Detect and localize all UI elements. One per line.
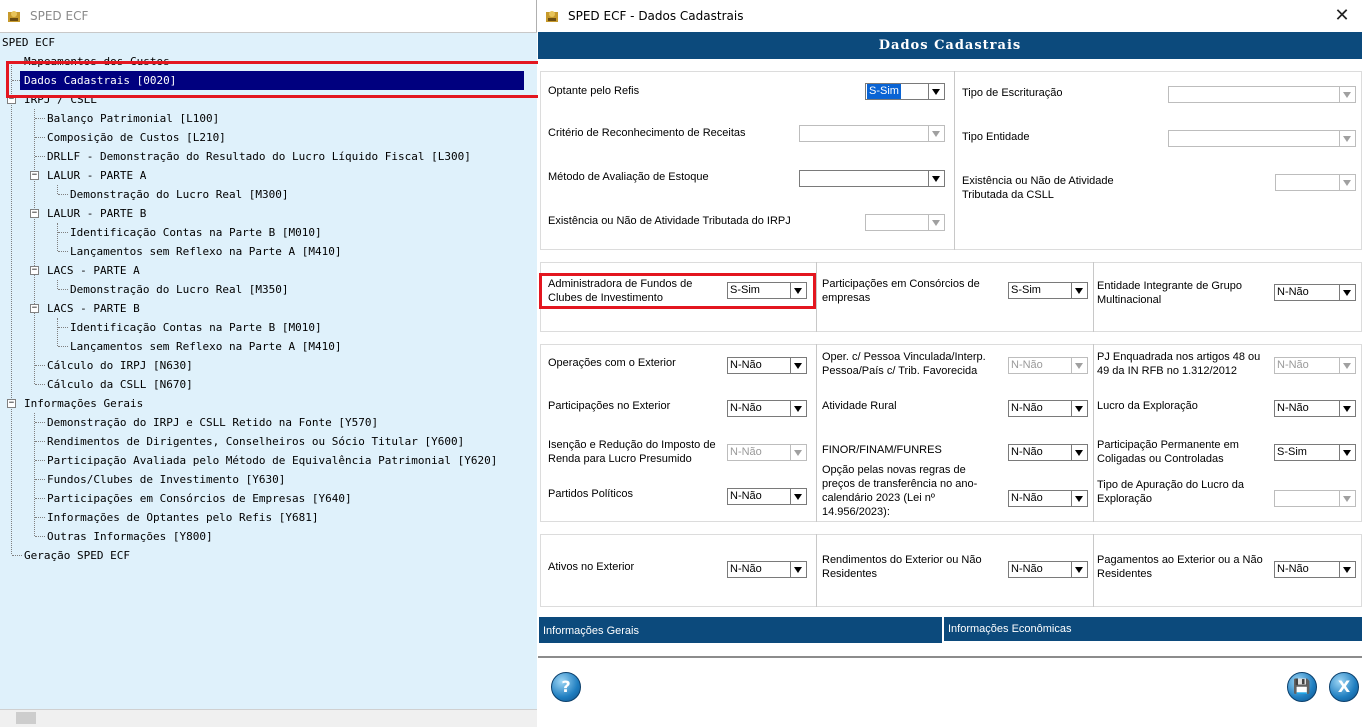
chevron-down-icon[interactable] (1071, 283, 1087, 298)
chevron-down-icon[interactable] (928, 171, 944, 186)
label-partidos-politicos: Partidos Políticos (548, 488, 633, 500)
ativos-exterior-select[interactable]: N-Não (727, 561, 807, 578)
collapse-toggle-icon[interactable]: − (31, 265, 38, 275)
save-button[interactable]: 💾 (1287, 672, 1317, 702)
label-atividade-rural: Atividade Rural (822, 400, 897, 412)
tree-node-y630[interactable]: Fundos/Clubes de Investimento [Y630] (47, 473, 286, 486)
chevron-down-icon[interactable] (790, 401, 806, 416)
tree-connector (58, 346, 68, 347)
chevron-down-icon[interactable] (1071, 358, 1087, 373)
label-optante-refis: Optante pelo Refis (548, 85, 640, 97)
tree-node-m010-lalur[interactable]: Identificação Contas na Parte B [M010] (70, 226, 322, 239)
section-divider (954, 71, 955, 250)
tree-node-m410-lalur[interactable]: Lançamentos sem Reflexo na Parte A [M410] (70, 245, 342, 258)
form-body (538, 59, 1362, 659)
tree-node-l100[interactable]: Balanço Patrimonial [L100] (47, 112, 220, 125)
tree-connector (58, 232, 68, 233)
tipo-escrituracao-select[interactable] (1168, 86, 1356, 103)
partidos-politicos-select[interactable]: N-Não (727, 488, 807, 505)
tree-connector (35, 137, 45, 138)
label-participacoes-exterior: Participações no Exterior (548, 400, 671, 412)
label-tipo-apuracao: Tipo de Apuração do Lucro da Exploração (1097, 479, 1244, 505)
tab-informacoes-gerais[interactable]: Informações Gerais (539, 617, 942, 643)
tree-connector (35, 441, 45, 442)
collapse-toggle-icon[interactable]: − (8, 94, 15, 104)
label-precos-transferencia: Opção pelas novas regras de preços de transferência no ano-calendário 2023 (Lei nº 14.956/2023): (822, 464, 978, 518)
criterio-receitas-select[interactable] (799, 125, 945, 142)
chevron-down-icon[interactable] (1339, 175, 1355, 190)
tree-node-y620[interactable]: Participação Avaliada pelo Método de Equivalência Patrimonial [Y620] (47, 454, 498, 467)
dados-cadastrais-window (538, 0, 1362, 726)
operacoes-exterior-select[interactable]: N-Não (727, 357, 807, 374)
tree-connector (35, 384, 45, 385)
tree-connector (57, 280, 58, 289)
tree-connector (57, 318, 58, 346)
horizontal-scrollbar[interactable] (0, 709, 537, 727)
close-icon[interactable]: ✕ (1334, 5, 1350, 26)
label-ativos-exterior: Ativos no Exterior (548, 561, 635, 573)
label-atividade-irpj: Existência ou Não de Atividade Tributada do IRPJ (548, 215, 791, 227)
tree-node-n670[interactable]: Cálculo da CSLL [N670] (47, 378, 193, 391)
tree-node-root[interactable]: SPED ECF (2, 36, 55, 49)
label-rendimentos-exterior: Rendimentos do Exterior ou Não Residentes (822, 554, 982, 580)
chevron-down-icon[interactable] (1339, 562, 1355, 577)
label-pagamentos-exterior: Pagamentos ao Exterior ou a Não Residentes (1097, 554, 1263, 580)
tree-node-lacs-a[interactable]: LACS - PARTE A (47, 264, 140, 277)
atividade-csll-select[interactable] (1275, 174, 1356, 191)
tree-node-n630[interactable]: Cálculo do IRPJ [N630] (47, 359, 193, 372)
tree-connector (58, 289, 68, 290)
form-window-titlebar (538, 0, 1362, 32)
tree-node-irpj-csll[interactable]: IRPJ / CSLL (24, 93, 97, 106)
tree-connector (35, 460, 45, 461)
label-pessoa-vinculada: Oper. c/ Pessoa Vinculada/Interp. Pessoa/País c/ Trib. Favorecida (822, 351, 986, 377)
tipo-entidade-select[interactable] (1168, 130, 1356, 147)
label-metodo-estoque: Método de Avaliação de Estoque (548, 171, 709, 183)
pj-enquadrada-select[interactable]: N-Não (1274, 357, 1356, 374)
tree-connector (35, 365, 45, 366)
chevron-down-icon[interactable] (790, 562, 806, 577)
rendimentos-exterior-select[interactable]: N-Não (1008, 561, 1088, 578)
tree-connector (58, 327, 68, 328)
tree-connector (34, 109, 35, 384)
label-participacoes-consorcios: Participações em Consórcios de empresas (822, 278, 980, 304)
tree-node-y600[interactable]: Rendimentos de Dirigentes, Conselheiros ou Sócio Titular [Y600] (47, 435, 465, 448)
administradora-fundos-select[interactable]: S-Sim (727, 282, 807, 299)
precos-transferencia-select[interactable]: N-Não (1008, 490, 1088, 507)
tree-connector (35, 536, 45, 537)
tree-node-m010-lacs[interactable]: Identificação Contas na Parte B [M010] (70, 321, 322, 334)
label-participacao-permanente: Participação Permanente em Coligadas ou Controladas (1097, 439, 1239, 465)
chevron-down-icon[interactable] (1071, 401, 1087, 416)
tree-node-lacs-b[interactable]: LACS - PARTE B (47, 302, 140, 315)
tree-window-titlebar (0, 0, 536, 32)
chevron-down-icon[interactable] (790, 358, 806, 373)
form-banner: Dados Cadastrais (538, 32, 1362, 59)
chevron-down-icon[interactable] (1339, 491, 1355, 506)
tree-window-title: SPED ECF (30, 9, 89, 23)
participacao-permanente-select[interactable]: S-Sim (1274, 444, 1356, 461)
app-icon (6, 8, 22, 24)
collapse-toggle-icon[interactable]: − (31, 170, 38, 180)
chevron-down-icon[interactable] (790, 283, 806, 298)
label-isencao-reducao: Isenção e Redução do Imposto de Renda para Lucro Presumido (548, 439, 716, 465)
chevron-down-icon[interactable] (928, 215, 944, 230)
chevron-down-icon[interactable] (1339, 401, 1355, 416)
tree-connector (12, 555, 22, 556)
chevron-down-icon[interactable] (790, 489, 806, 504)
section-divider (816, 344, 817, 522)
section-divider (1093, 534, 1094, 607)
tree-connector (58, 194, 68, 195)
label-criterio-receitas: Critério de Reconhecimento de Receitas (548, 127, 746, 139)
section-divider (1093, 344, 1094, 522)
label-grupo-multinacional: Entidade Integrante de Grupo Multinacional (1097, 280, 1242, 306)
section-divider (816, 534, 817, 607)
pagamentos-exterior-select[interactable]: N-Não (1274, 561, 1356, 578)
tree-node-l210[interactable]: Composição de Custos [L210] (47, 131, 226, 144)
label-operacoes-exterior: Operações com o Exterior (548, 357, 676, 369)
tab-informacoes-economicas[interactable]: Informações Econômicas (944, 617, 1362, 641)
footer-divider (538, 656, 1362, 658)
atividade-irpj-select[interactable] (865, 214, 945, 231)
tree-node-m300[interactable]: Demonstração do Lucro Real [M300] (70, 188, 289, 201)
tree-connector (35, 479, 45, 480)
chevron-down-icon[interactable] (1339, 87, 1355, 102)
collapse-toggle-icon[interactable]: − (31, 208, 38, 218)
tree-connector (57, 185, 58, 194)
app-icon (544, 8, 560, 24)
tree-connector (57, 223, 58, 251)
participacoes-consorcios-select[interactable]: S-Sim (1008, 282, 1088, 299)
tree-connector (35, 118, 45, 119)
tree-node-l300[interactable]: DRLLF - Demonstração do Resultado do Lucro Líquido Fiscal [L300] (47, 150, 471, 163)
chevron-down-icon[interactable] (1071, 491, 1087, 506)
tree-node-dados-cadastrais[interactable]: Dados Cadastrais [0020] (20, 71, 524, 90)
tree-node-m350[interactable]: Demonstração do Lucro Real [M350] (70, 283, 289, 296)
tree-node-y681[interactable]: Informações de Optantes pelo Refis [Y681] (47, 511, 319, 524)
tree-node-y640[interactable]: Participações em Consórcios de Empresas [Y640] (47, 492, 352, 505)
tree-node-lalur-b[interactable]: LALUR - PARTE B (47, 207, 147, 220)
chevron-down-icon[interactable] (1339, 131, 1355, 146)
tree-node-y570[interactable]: Demonstração do IRPJ e CSLL Retido na Fonte [Y570] (47, 416, 379, 429)
chevron-down-icon[interactable] (928, 126, 944, 141)
tree-connector (35, 498, 45, 499)
tree-node-mapeamentos[interactable]: Mapeamentos dos Custos (24, 55, 170, 68)
label-tipo-escrituracao: Tipo de Escrituração (962, 87, 1063, 99)
tree-connector (11, 61, 12, 554)
tree-window (0, 0, 537, 726)
help-button[interactable]: ? (551, 672, 581, 702)
chevron-down-icon[interactable] (1339, 358, 1355, 373)
label-pj-enquadrada: PJ Enquadrada nos artigos 48 ou 49 da IN RFB no 1.312/2012 (1097, 351, 1261, 377)
chevron-down-icon[interactable] (790, 445, 806, 460)
tree-node-informacoes-gerais[interactable]: Informações Gerais (24, 397, 144, 410)
label-tipo-entidade: Tipo Entidade (962, 131, 1030, 143)
chevron-down-icon[interactable] (1339, 445, 1355, 460)
atividade-rural-select[interactable]: N-Não (1008, 400, 1088, 417)
chevron-down-icon[interactable] (928, 84, 944, 99)
collapse-toggle-icon[interactable]: − (8, 398, 15, 408)
collapse-toggle-icon[interactable]: − (31, 303, 38, 313)
exit-button[interactable]: X (1329, 672, 1359, 702)
scrollbar-thumb[interactable] (16, 712, 36, 724)
tree-node-geracao[interactable]: Geração SPED ECF (24, 549, 130, 562)
metodo-estoque-select[interactable] (799, 170, 945, 187)
label-administradora-fundos: Administradora de Fundos de Clubes de Investimento (548, 278, 693, 304)
tree-connector (35, 422, 45, 423)
navigation-tree[interactable] (0, 32, 537, 710)
finor-select[interactable]: N-Não (1008, 444, 1088, 461)
tipo-apuracao-select[interactable] (1274, 490, 1356, 507)
pessoa-vinculada-select[interactable]: N-Não (1008, 357, 1088, 374)
tree-connector (58, 251, 68, 252)
tree-node-lalur-a[interactable]: LALUR - PARTE A (47, 169, 147, 182)
form-window-title: SPED ECF - Dados Cadastrais (568, 9, 744, 23)
grupo-multinacional-select[interactable]: N-Não (1274, 284, 1356, 301)
tree-connector (35, 517, 45, 518)
section-divider (1093, 262, 1094, 332)
label-finor: FINOR/FINAM/FUNRES (822, 444, 942, 456)
tree-node-y800[interactable]: Outras Informações [Y800] (47, 530, 213, 543)
chevron-down-icon[interactable] (1071, 445, 1087, 460)
chevron-down-icon[interactable] (1071, 562, 1087, 577)
label-atividade-csll: Existência ou Não de Atividade Tributada da CSLL (962, 175, 1114, 201)
section-divider (816, 262, 817, 332)
lucro-exploracao-select[interactable]: N-Não (1274, 400, 1356, 417)
participacoes-exterior-select[interactable]: N-Não (727, 400, 807, 417)
chevron-down-icon[interactable] (1339, 285, 1355, 300)
tree-connector (35, 156, 45, 157)
label-lucro-exploracao: Lucro da Exploração (1097, 400, 1198, 412)
isencao-reducao-select[interactable]: N-Não (727, 444, 807, 461)
tree-node-m410-lacs[interactable]: Lançamentos sem Reflexo na Parte A [M410] (70, 340, 342, 353)
optante-refis-select[interactable]: S-Sim (865, 83, 945, 100)
